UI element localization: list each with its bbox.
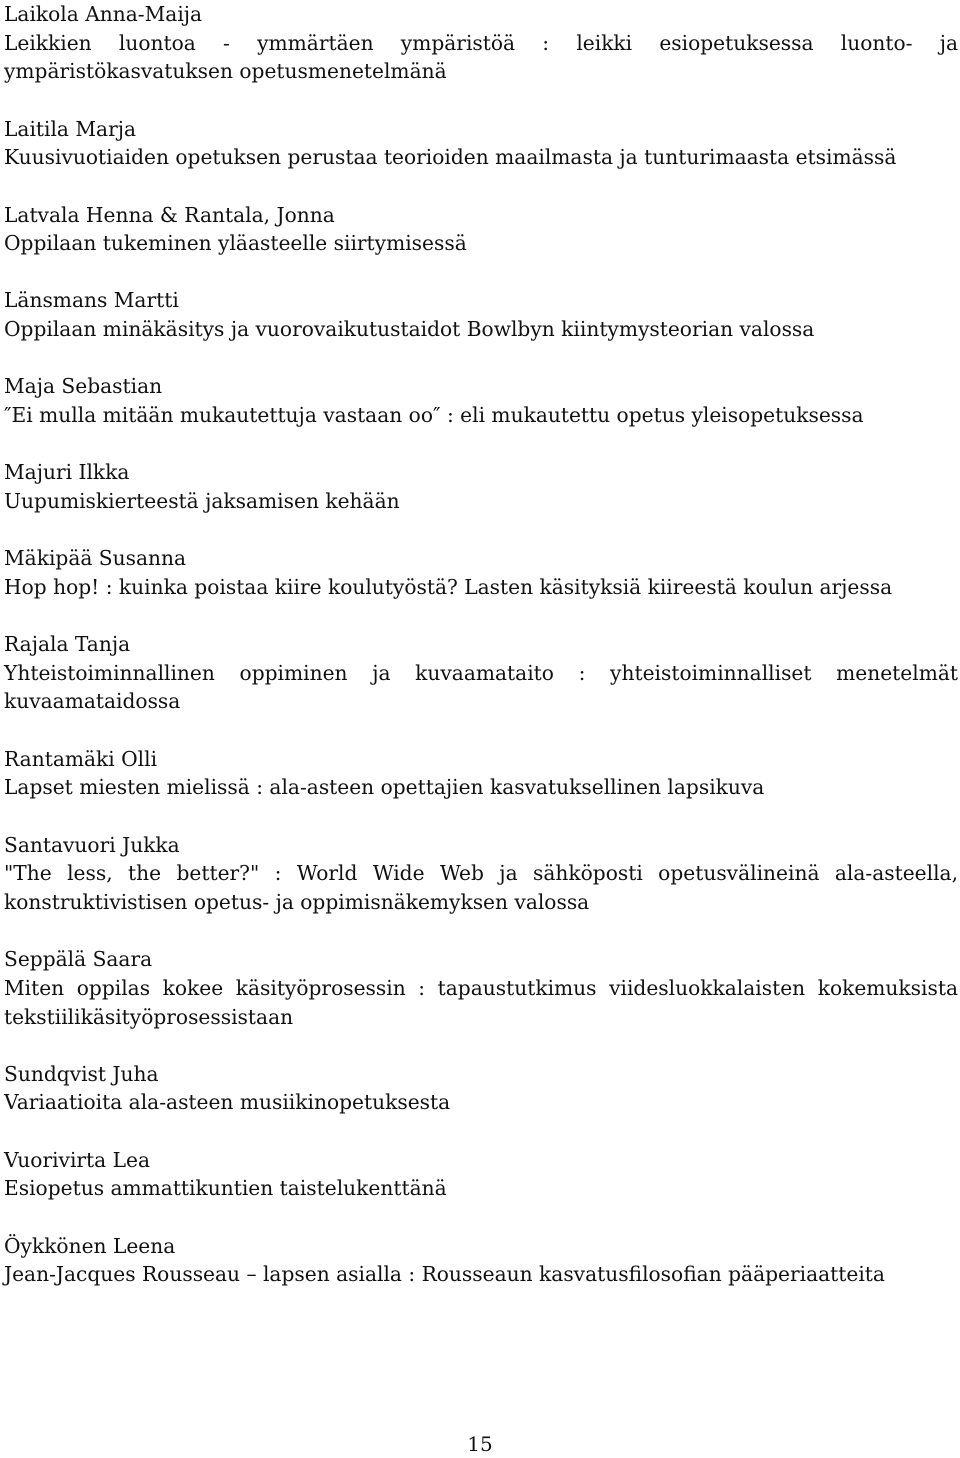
entry-title: Variaatioita ala-asteen musiikinopetuksesta <box>4 1090 451 1115</box>
entry-author: Laitila Marja <box>4 116 137 141</box>
list-item <box>4 945 958 1031</box>
list-item <box>4 544 958 601</box>
entry-title: Jean-Jacques Rousseau – lapsen asialla : Rousseaun kasvatusfilosofian pääperiaatteita <box>4 1262 885 1287</box>
bibliography-list <box>4 0 958 1289</box>
entry-title: Yhteistoiminnallinen oppiminen ja kuvaamataito : yhteistoiminnalliset menetelmät kuvaamataidossa <box>4 660 958 714</box>
entry-author: Länsmans Martti <box>4 288 179 313</box>
entry-author: Öykkönen Leena <box>4 1233 176 1258</box>
entry-title: Leikkien luontoa - ymmärtäen ympäristöä : leikki esiopetuksessa luonto- ja ympäristökasvatuksen opetusmenetelmänä <box>4 30 958 84</box>
entry-title: Hop hop! : kuinka poistaa kiire koulutyöstä? Lasten käsityksiä kiireestä koulun arjessa <box>4 574 893 599</box>
entry-title: Oppilaan minäkäsitys ja vuorovaikutustaidot Bowlbyn kiintymysteorian valossa <box>4 317 815 342</box>
entry-title: Kuusivuotiaiden opetuksen perustaa teorioiden maailmasta ja tunturimaasta etsimässä <box>4 145 897 170</box>
list-item <box>4 0 958 86</box>
entry-author: Rantamäki Olli <box>4 746 158 771</box>
entry-title: ″Ei mulla mitään mukautettuja vastaan oo″ : eli mukautettu opetus yleisopetuksessa <box>4 403 864 428</box>
list-item <box>4 201 958 258</box>
entry-author: Seppälä Saara <box>4 947 153 972</box>
list-item <box>4 630 958 716</box>
entry-author: Majuri Ilkka <box>4 460 130 485</box>
entry-title: Uupumiskierteestä jaksamisen kehään <box>4 488 400 513</box>
entry-title: Lapset miesten mielissä : ala-asteen opettajien kasvatuksellinen lapsikuva <box>4 775 765 800</box>
list-item <box>4 1146 958 1203</box>
entry-author: Vuorivirta Lea <box>4 1147 151 1172</box>
list-item <box>4 372 958 429</box>
list-item <box>4 1060 958 1117</box>
entry-author: Maja Sebastian <box>4 374 163 399</box>
list-item <box>4 831 958 917</box>
entry-title: Oppilaan tukeminen yläasteelle siirtymisessä <box>4 231 467 256</box>
entry-title: Miten oppilas kokee käsityöprosessin : tapaustutkimus viidesluokkalaisten kokemuksista tekstiilikäsityöprosessistaan <box>4 975 958 1029</box>
list-item <box>4 286 958 343</box>
entry-author: Sundqvist Juha <box>4 1061 159 1086</box>
list-item <box>4 1232 958 1289</box>
list-item <box>4 745 958 802</box>
entry-title: Esiopetus ammattikuntien taistelukenttänä <box>4 1176 447 1201</box>
entry-author: Rajala Tanja <box>4 632 131 657</box>
entry-author: Mäkipää Susanna <box>4 546 187 571</box>
list-item <box>4 458 958 515</box>
entry-author: Santavuori Jukka <box>4 832 180 857</box>
entry-author: Latvala Henna & Rantala, Jonna <box>4 202 335 227</box>
entry-title: "The less, the better?" : World Wide Web ja sähköposti opetusvälineinä ala-asteella, konstruktivistisen opetus- ja oppimisnäkemyksen valossa <box>4 861 958 914</box>
page-number: 15 <box>467 1432 493 1456</box>
list-item <box>4 115 958 172</box>
entry-author: Laikola Anna-Maija <box>4 2 203 26</box>
